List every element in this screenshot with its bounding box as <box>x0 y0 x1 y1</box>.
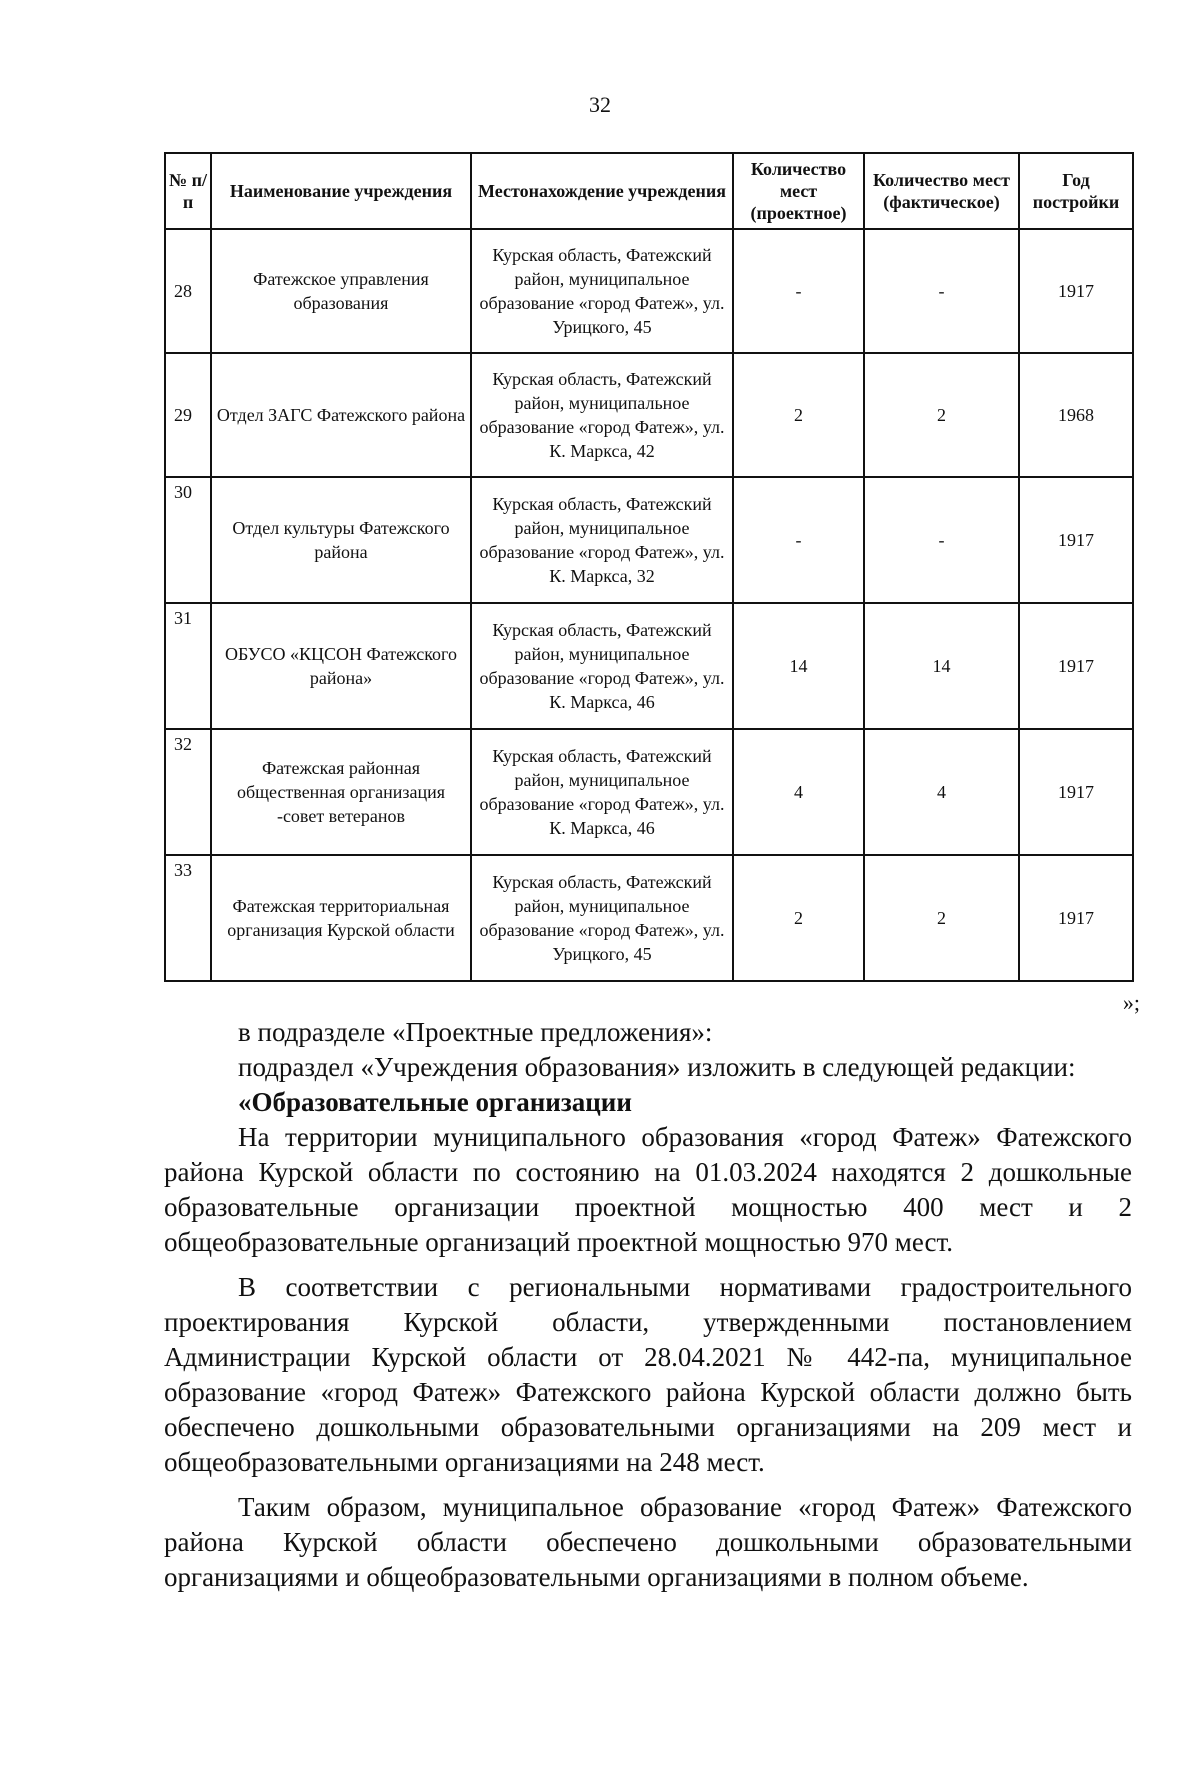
row-actual-capacity: - <box>864 477 1019 603</box>
header-num: № п/п <box>165 153 211 229</box>
row-year: 1917 <box>1019 855 1133 981</box>
document-body <box>164 1015 1132 1595</box>
row-name: Фатежская районная общественная организация -совет ветеранов <box>211 729 471 855</box>
paragraph-3: Таким образом, муниципальное образование «город Фатеж» Фатежского района Курской области обеспечено дошкольными образовательными организациями и общеобразовательными организациями в полном объеме. <box>164 1492 1132 1592</box>
row-year: 1917 <box>1019 229 1133 353</box>
table-row <box>165 855 1133 981</box>
row-num: 28 <box>165 229 211 353</box>
section-heading: «Образовательные организации <box>238 1087 632 1117</box>
row-num: 33 <box>165 855 211 981</box>
row-num: 29 <box>165 353 211 477</box>
row-location: Курская область, Фатежский район, муниципальное образование «город Фатеж», ул. К. Маркса, 32 <box>471 477 733 603</box>
row-year: 1917 <box>1019 477 1133 603</box>
header-location: Местонахождение учреждения <box>471 153 733 229</box>
row-num: 30 <box>165 477 211 603</box>
table-row <box>165 353 1133 477</box>
row-design-capacity: 2 <box>733 855 864 981</box>
row-num: 31 <box>165 603 211 729</box>
row-actual-capacity: 4 <box>864 729 1019 855</box>
header-year: Год постройки <box>1019 153 1133 229</box>
row-actual-capacity: 14 <box>864 603 1019 729</box>
row-design-capacity: - <box>733 229 864 353</box>
instruction-paragraph: подраздел «Учреждения образования» изложить в следующей редакции: <box>238 1052 1076 1082</box>
row-location: Курская область, Фатежский район, муниципальное образование «город Фатеж», ул. К. Маркса, 42 <box>471 353 733 477</box>
row-year: 1917 <box>1019 603 1133 729</box>
header-design-capacity: Количество мест (проектное) <box>733 153 864 229</box>
row-location: Курская область, Фатежский район, муниципальное образование «город Фатеж», ул. К. Маркса, 46 <box>471 603 733 729</box>
table-row <box>165 229 1133 353</box>
row-design-capacity: 4 <box>733 729 864 855</box>
table-header-row <box>165 153 1133 229</box>
row-year: 1968 <box>1019 353 1133 477</box>
paragraph-2: В соответствии с региональными нормативами градостроительного проектирования Курской области, утвержденными постановлением Администрации Курской области от 28.04.2021 № 442-па, муниципальное образование «город Фатеж» Фатежского района Курской области должно быть обеспечено дошкольными образовательными организациями на 209 мест и общеобразовательными организациями на 248 мест. <box>164 1272 1132 1477</box>
table-row <box>165 477 1133 603</box>
row-name: Отдел культуры Фатежского района <box>211 477 471 603</box>
row-design-capacity: 14 <box>733 603 864 729</box>
subsection-intro: в подразделе «Проектные предложения»: <box>238 1017 713 1047</box>
row-name: Фатежское управления образования <box>211 229 471 353</box>
row-name: Фатежская территориальная организация Курской области <box>211 855 471 981</box>
table-row <box>165 603 1133 729</box>
row-design-capacity: 2 <box>733 353 864 477</box>
closing-quote: »; <box>1122 990 1140 1015</box>
header-name: Наименование учреждения <box>211 153 471 229</box>
paragraph-1: На территории муниципального образования «город Фатеж» Фатежского района Курской области по состоянию на 01.03.2024 находятся 2 дошкольные образовательные организации проектной мощностью 400 мест и 2 общеобразовательные организаций проектной мощностью 970 мест. <box>164 1122 1132 1257</box>
row-location: Курская область, Фатежский район, муниципальное образование «город Фатеж», ул. Урицкого, 45 <box>471 855 733 981</box>
row-actual-capacity: 2 <box>864 855 1019 981</box>
row-name: ОБУСО «КЦСОН Фатежского района» <box>211 603 471 729</box>
row-actual-capacity: - <box>864 229 1019 353</box>
row-num: 32 <box>165 729 211 855</box>
row-location: Курская область, Фатежский район, муниципальное образование «город Фатеж», ул. К. Маркса, 46 <box>471 729 733 855</box>
row-design-capacity: - <box>733 477 864 603</box>
row-year: 1917 <box>1019 729 1133 855</box>
row-location: Курская область, Фатежский район, муниципальное образование «город Фатеж», ул. Урицкого, 45 <box>471 229 733 353</box>
institutions-table <box>164 152 1134 982</box>
header-actual-capacity: Количество мест (фактическое) <box>864 153 1019 229</box>
page-number: 32 <box>589 92 611 117</box>
table-row <box>165 729 1133 855</box>
row-name: Отдел ЗАГС Фатежского района <box>211 353 471 477</box>
row-actual-capacity: 2 <box>864 353 1019 477</box>
